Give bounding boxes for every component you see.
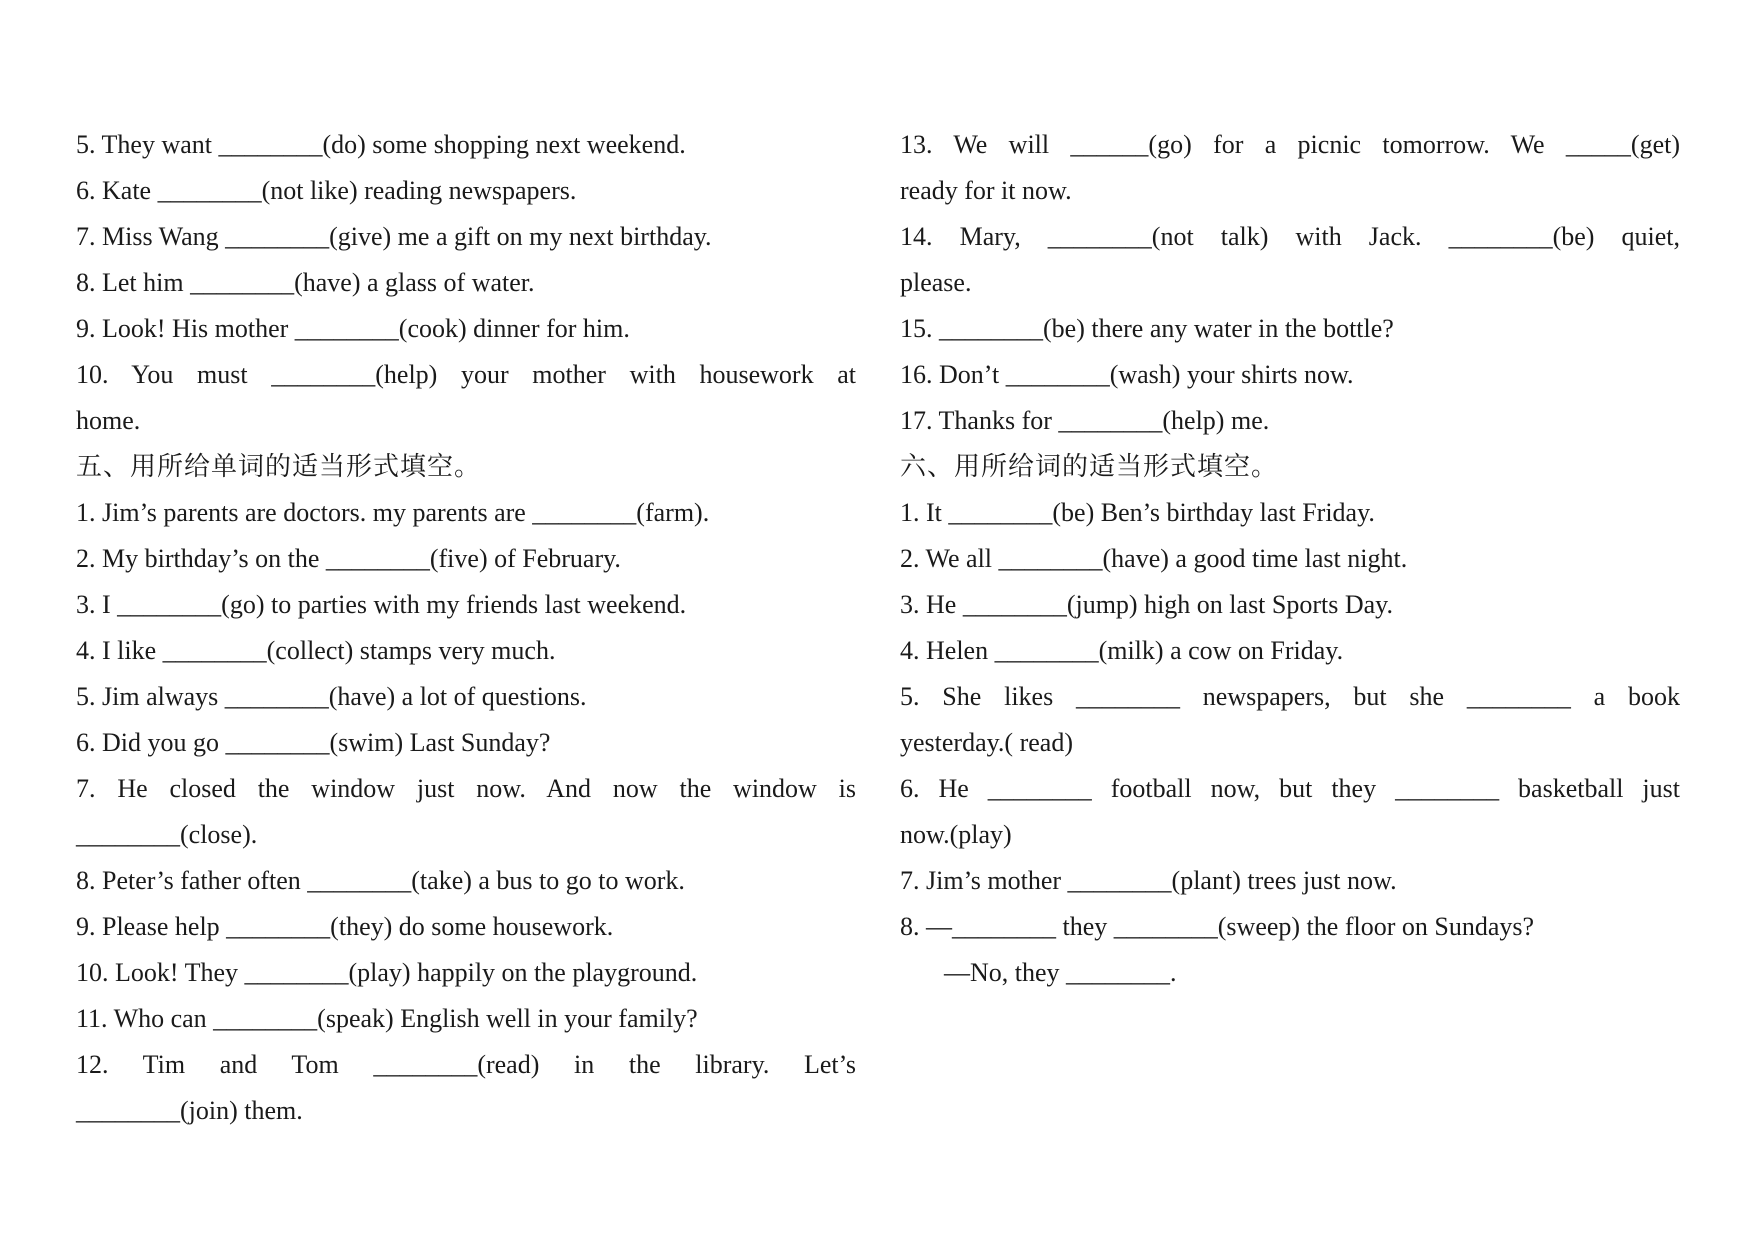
exercise-line: 7. Jim’s mother ________(plant) trees just now. <box>900 866 1397 895</box>
exercise-line: 14. Mary, ________(not talk) with Jack. ________(be) quiet, <box>900 222 1680 251</box>
exercise-line: 10. Look! They ________(play) happily on the playground. <box>76 958 698 987</box>
exercise-line: 15. ________(be) there any water in the bottle? <box>900 314 1394 343</box>
exercise-line: 6. Did you go ________(swim) Last Sunday? <box>76 728 551 757</box>
exercise-line: home. <box>76 406 141 435</box>
exercise-line: 4. I like ________(collect) stamps very much. <box>76 636 556 665</box>
exercise-line: 1. Jim’s parents are doctors. my parents are ________(farm). <box>76 498 710 527</box>
exercise-line: 8. —________ they ________(sweep) the floor on Sundays? <box>900 912 1535 941</box>
exercise-line: 8. Peter’s father often ________(take) a bus to go to work. <box>76 866 685 895</box>
section-heading: 六、用所给词的适当形式填空。 <box>900 452 1279 482</box>
exercise-line: 5. They want ________(do) some shopping next weekend. <box>76 130 686 159</box>
exercise-line: 6. Kate ________(not like) reading newspapers. <box>76 176 577 205</box>
exercise-line: 10. You must ________(help) your mother with housework at <box>76 360 856 389</box>
exercise-line: 1. It ________(be) Ben’s birthday last Friday. <box>900 498 1375 527</box>
exercise-line: ________(close). <box>76 820 258 849</box>
exercise-line: ________(join) them. <box>76 1096 303 1125</box>
right-column <box>900 122 1680 996</box>
exercise-line: 2. My birthday’s on the ________(five) of February. <box>76 544 621 573</box>
exercise-line: 9. Please help ________(they) do some housework. <box>76 912 614 941</box>
exercise-line: 8. Let him ________(have) a glass of water. <box>76 268 535 297</box>
exercise-line: 11. Who can ________(speak) English well in your family? <box>76 1004 698 1033</box>
exercise-line: 13. We will ______(go) for a picnic tomorrow. We _____(get) <box>900 130 1680 159</box>
exercise-line: 17. Thanks for ________(help) me. <box>900 406 1270 435</box>
exercise-line: 2. We all ________(have) a good time last night. <box>900 544 1408 573</box>
exercise-line: 7. Miss Wang ________(give) me a gift on my next birthday. <box>76 222 712 251</box>
exercise-line: —No, they ________. <box>944 958 1177 987</box>
exercise-line: 9. Look! His mother ________(cook) dinner for him. <box>76 314 630 343</box>
exercise-line: 3. I ________(go) to parties with my friends last weekend. <box>76 590 687 619</box>
left-column <box>76 122 856 1134</box>
exercise-line: 7. He closed the window just now. And now the window is <box>76 774 856 803</box>
exercise-line: yesterday.( read) <box>900 728 1073 757</box>
exercise-line: 5. She likes ________ newspapers, but she ________ a book <box>900 682 1680 711</box>
exercise-line: now.(play) <box>900 820 1012 849</box>
section-heading: 五、用所给单词的适当形式填空。 <box>76 452 482 482</box>
exercise-line: please. <box>900 268 972 297</box>
exercise-line: 4. Helen ________(milk) a cow on Friday. <box>900 636 1344 665</box>
exercise-line: 16. Don’t ________(wash) your shirts now. <box>900 360 1354 389</box>
exercise-line: ready for it now. <box>900 176 1072 205</box>
exercise-line: 6. He ________ football now, but they ________ basketball just <box>900 774 1680 803</box>
exercise-line: 12. Tim and Tom ________(read) in the library. Let’s <box>76 1050 856 1079</box>
exercise-line: 5. Jim always ________(have) a lot of questions. <box>76 682 587 711</box>
exercise-line: 3. He ________(jump) high on last Sports Day. <box>900 590 1393 619</box>
